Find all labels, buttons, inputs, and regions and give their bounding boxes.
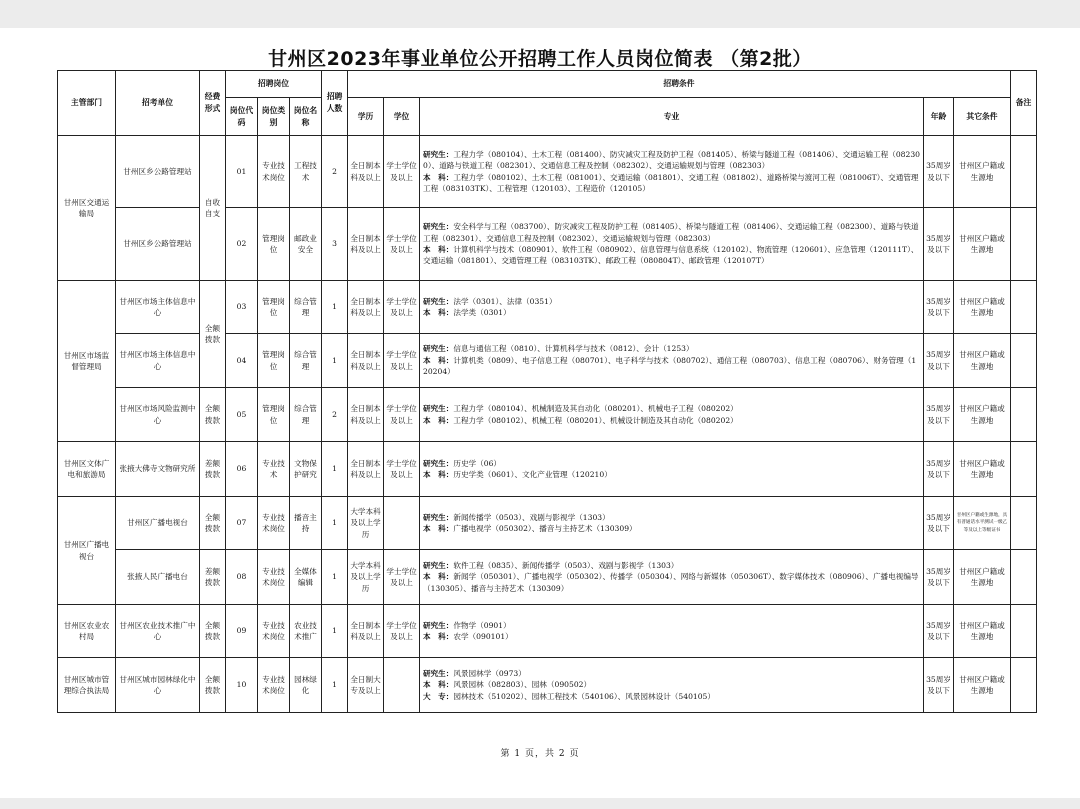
unit-cell: 甘州区乡公路管理站	[116, 208, 200, 281]
table-row	[58, 136, 1037, 208]
other-cell: 甘州区户籍或生源地	[954, 208, 1011, 281]
remark-cell	[1011, 208, 1037, 281]
remark-cell	[1011, 550, 1037, 605]
post-code-cell: 02	[226, 208, 258, 281]
post-code-cell: 08	[226, 550, 258, 605]
post-type-cell: 管理岗位	[258, 334, 290, 388]
major-line	[423, 355, 921, 378]
post-name-cell: 邮政业安全	[290, 208, 322, 281]
post-type-cell: 专业技术岗位	[258, 497, 290, 550]
major-list: 作物学（0901）	[453, 620, 511, 630]
major-cell	[420, 550, 924, 605]
post-code-cell: 07	[226, 497, 258, 550]
degree-cell: 学士学位及以上	[384, 136, 420, 208]
major-line	[423, 691, 921, 702]
remark-cell	[1011, 442, 1037, 497]
funding-cell: 全额拨款	[200, 497, 226, 550]
major-list: 计算机类（0809）、电子信息工程（080701）、电子科学与技术（080702）、通信工程（080703）、信息工程（080706）、财务管理（120204）	[423, 355, 917, 377]
major-line	[423, 403, 921, 414]
count-cell: 1	[322, 497, 348, 550]
major-line	[423, 149, 921, 172]
header-age: 年龄	[924, 98, 954, 136]
other-cell: 甘州区户籍或生源地	[954, 658, 1011, 713]
major-cell	[420, 605, 924, 658]
degree-cell: 学士学位及以上	[384, 442, 420, 497]
major-list: 工程力学（080102）、机械工程（080201）、机械设计制造及其自动化（080202）	[453, 415, 738, 425]
major-line	[423, 679, 921, 690]
major-level-label: 本 科：	[423, 524, 454, 533]
major-level-label: 研究生：	[423, 149, 454, 159]
major-cell	[420, 281, 924, 334]
post-name-cell: 园林绿化	[290, 658, 322, 713]
major-cell	[420, 388, 924, 442]
major-level-label: 研究生：	[423, 222, 454, 232]
major-level-label: 研究生：	[423, 404, 454, 414]
post-name-cell: 播音主持	[290, 497, 322, 550]
dept-cell: 甘州区文体广电和旅游局	[58, 442, 116, 497]
degree-cell: 学士学位及以上	[384, 208, 420, 281]
major-level-label: 研究生：	[423, 560, 454, 570]
count-cell: 1	[322, 658, 348, 713]
age-cell: 35周岁及以下	[924, 136, 954, 208]
edu-cell: 全日制本科及以上	[348, 208, 384, 281]
major-line	[423, 307, 921, 318]
major-level-label: 本 科：	[423, 355, 454, 365]
table-row	[58, 281, 1037, 334]
page-title: 甘州区2023年事业单位公开招聘工作人员岗位简表 （第2批）	[268, 48, 812, 70]
age-cell: 35周岁及以下	[924, 442, 954, 497]
post-type-cell: 专业技术岗位	[258, 136, 290, 208]
unit-cell: 张掖大佛寺文物研究所	[116, 442, 200, 497]
degree-cell: 学士学位及以上	[384, 388, 420, 442]
major-line	[423, 458, 921, 469]
remark-cell	[1011, 658, 1037, 713]
major-level-label: 本 科：	[423, 572, 454, 582]
major-list: 新闻传播学（0503）、戏剧与影视学（1303）	[453, 512, 610, 522]
major-line	[423, 512, 921, 523]
major-level-label: 本 科：	[423, 172, 454, 182]
edu-cell: 全日制本科及以上	[348, 334, 384, 388]
degree-cell	[384, 658, 420, 713]
major-line	[423, 221, 921, 244]
age-cell: 35周岁及以下	[924, 334, 954, 388]
header-cond-group: 招聘条件	[348, 71, 1011, 98]
other-cell: 甘州区户籍或生源地	[954, 388, 1011, 442]
funding-cell: 全额拨款	[200, 658, 226, 713]
major-list: 法学类（0301）	[453, 308, 511, 317]
header-other: 其它条件	[954, 98, 1011, 136]
major-level-label: 本 科：	[423, 415, 454, 425]
major-line	[423, 415, 921, 426]
post-name-cell: 工程技术	[290, 136, 322, 208]
edu-cell: 全日制本科及以上	[348, 388, 384, 442]
other-cell: 甘州区户籍或生源地	[954, 136, 1011, 208]
remark-cell	[1011, 497, 1037, 550]
other-cell: 甘州区户籍或生源地	[954, 550, 1011, 605]
major-line	[423, 469, 921, 480]
major-list: 农学（090101）	[453, 632, 513, 641]
other-cell: 甘州区户籍或生源地	[954, 605, 1011, 658]
major-level-label: 研究生：	[423, 512, 454, 522]
count-cell: 1	[322, 605, 348, 658]
major-level-label: 研究生：	[423, 620, 454, 630]
age-cell: 35周岁及以下	[924, 550, 954, 605]
unit-cell: 张掖人民广播电台	[116, 550, 200, 605]
post-code-cell: 01	[226, 136, 258, 208]
post-code-cell: 05	[226, 388, 258, 442]
count-cell: 3	[322, 208, 348, 281]
major-list: 安全科学与工程（083700）、防灾减灾工程及防护工程（081405）、桥梁与隧道工程（081406）、交通运输工程（082300）、道路与铁道工程（082301）、交通信息工程及控制（082302）、交通运输规划与管理（082303）	[423, 222, 919, 243]
major-level-label: 本 科：	[423, 632, 454, 641]
unit-cell: 甘州区市场风险监测中心	[116, 388, 200, 442]
major-level-label: 研究生：	[423, 458, 454, 468]
unit-cell: 甘州区农业技术推广中心	[116, 605, 200, 658]
major-list: 历史学（06）	[453, 458, 502, 468]
degree-cell: 学士学位及以上	[384, 334, 420, 388]
post-type-cell: 专业技术岗位	[258, 605, 290, 658]
remark-cell	[1011, 281, 1037, 334]
major-level-label: 研究生：	[423, 344, 454, 354]
age-cell: 35周岁及以下	[924, 281, 954, 334]
post-type-cell: 专业技术岗位	[258, 550, 290, 605]
major-line	[423, 631, 921, 642]
age-cell: 35周岁及以下	[924, 497, 954, 550]
major-list: 园林技术（510202）、园林工程技术（540106）、风景园林设计（540105）	[453, 691, 715, 701]
major-list: 风景园林（082803）、园林（090502）	[453, 680, 592, 690]
major-line	[423, 620, 921, 631]
post-type-cell: 管理岗位	[258, 388, 290, 442]
major-cell	[420, 658, 924, 713]
edu-cell: 全日制本科及以上	[348, 442, 384, 497]
other-cell: 甘州区户籍或生源地	[954, 281, 1011, 334]
count-cell: 1	[322, 334, 348, 388]
major-line	[423, 296, 921, 307]
remark-cell	[1011, 605, 1037, 658]
remark-cell	[1011, 136, 1037, 208]
funding-cell: 全额拨款	[200, 281, 226, 388]
funding-cell: 全额拨款	[200, 388, 226, 442]
degree-cell: 学士学位及以上	[384, 605, 420, 658]
post-code-cell: 03	[226, 281, 258, 334]
major-list: 工程力学（080102）、土木工程（081001）、交通运输（081801）、交通工程（081802）、道路桥梁与渡河工程（081006T）、交通管理工程（083103TK）、工程管理（120103）、工程造价（120105）	[423, 172, 919, 193]
age-cell: 35周岁及以下	[924, 605, 954, 658]
edu-cell: 全日制本科及以上	[348, 136, 384, 208]
table-row	[58, 658, 1037, 713]
degree-cell	[384, 497, 420, 550]
major-level-label: 本 科：	[423, 470, 454, 479]
major-cell	[420, 208, 924, 281]
dept-cell: 甘州区农业农村局	[58, 605, 116, 658]
post-name-cell: 农业技术推广	[290, 605, 322, 658]
header-post-group: 招聘岗位	[226, 71, 322, 98]
major-level-label: 本 科：	[423, 308, 454, 317]
major-list: 新闻学（050301）、广播电视学（050302）、传播学（050304）、网络与新媒体（050306T）、数字媒体技术（080906）、广播电视编导（130305）、播音与主持艺术（130309）	[423, 572, 919, 593]
header-post-code: 岗位代码	[226, 98, 258, 136]
post-code-cell: 10	[226, 658, 258, 713]
degree-cell: 学士学位及以上	[384, 281, 420, 334]
post-type-cell: 专业技术岗位	[258, 658, 290, 713]
count-cell: 2	[322, 388, 348, 442]
header-post-name: 岗位名称	[290, 98, 322, 136]
post-name-cell: 综合管理	[290, 388, 322, 442]
major-line	[423, 523, 921, 534]
other-cell: 甘州区户籍或生源地，具有普通话水平测试一级乙等及以上等级证书	[954, 497, 1011, 550]
major-list: 工程力学（080104）、机械制造及其自动化（080201）、机械电子工程（080202）	[453, 404, 738, 414]
remark-cell	[1011, 388, 1037, 442]
major-level-label: 本 科：	[423, 245, 454, 254]
major-list: 软件工程（0835）、新闻传播学（0503）、戏剧与影视学（1303）	[453, 560, 679, 570]
post-name-cell: 综合管理	[290, 281, 322, 334]
table-row	[58, 550, 1037, 605]
funding-cell: 自收自支	[200, 136, 226, 281]
unit-cell: 甘州区乡公路管理站	[116, 136, 200, 208]
major-cell	[420, 334, 924, 388]
degree-cell: 学士学位及以上	[384, 550, 420, 605]
post-type-cell: 专业技术	[258, 442, 290, 497]
major-line	[423, 172, 921, 195]
header-remark: 备注	[1011, 71, 1037, 136]
header-funding: 经费形式	[200, 71, 226, 136]
unit-cell: 甘州区广播电视台	[116, 497, 200, 550]
major-list: 历史学类（0601）、文化产业管理（120210）	[453, 470, 612, 479]
dept-cell: 甘州区市场监督管理局	[58, 281, 116, 442]
dept-cell: 甘州区广播电视台	[58, 497, 116, 605]
post-code-cell: 06	[226, 442, 258, 497]
post-name-cell: 文物保护研究	[290, 442, 322, 497]
remark-cell	[1011, 334, 1037, 388]
table-row	[58, 605, 1037, 658]
major-level-label: 研究生：	[423, 296, 454, 306]
table-row	[58, 388, 1037, 442]
header-edu: 学历	[348, 98, 384, 136]
major-level-label: 大 专：	[423, 691, 454, 701]
major-cell	[420, 136, 924, 208]
major-level-label: 研究生：	[423, 668, 454, 678]
post-type-cell: 管理岗位	[258, 208, 290, 281]
major-level-label: 本 科：	[423, 680, 454, 690]
header-dept: 主管部门	[58, 71, 116, 136]
post-code-cell: 04	[226, 334, 258, 388]
major-list: 工程力学（080104）、土木工程（081400）、防灾减灾工程及防护工程（081405）、桥梁与隧道工程（081406）、交通运输工程（082300）、道路与铁道工程（082301）、交通信息工程及控制（082302）、交通运输规划与管理（082303）	[423, 149, 920, 171]
header-unit: 招考单位	[116, 71, 200, 136]
edu-cell: 全日制本科及以上	[348, 605, 384, 658]
post-code-cell: 09	[226, 605, 258, 658]
unit-cell: 甘州区市场主体信息中心	[116, 334, 200, 388]
major-line	[423, 668, 921, 679]
post-name-cell: 全媒体编辑	[290, 550, 322, 605]
post-name-cell: 综合管理	[290, 334, 322, 388]
other-cell: 甘州区户籍或生源地	[954, 442, 1011, 497]
major-line	[423, 343, 921, 354]
major-cell	[420, 497, 924, 550]
age-cell: 35周岁及以下	[924, 208, 954, 281]
count-cell: 1	[322, 442, 348, 497]
major-list: 计算机科学与技术（080901）、软件工程（080902）、信息管理与信息系统（120102）、物流管理（120601）、应急管理（120111T）、交通运输（081801）、交通管理工程（083103TK）、邮政工程（080804T）、邮政管理（120107T）	[423, 245, 919, 266]
major-line	[423, 571, 921, 594]
unit-cell: 甘州区城市园林绿化中心	[116, 658, 200, 713]
major-list: 法学（0301）、法律（0351）	[453, 296, 557, 306]
edu-cell: 全日制本科及以上	[348, 281, 384, 334]
page-footer: 第 1 页，共 2 页	[500, 749, 580, 759]
age-cell: 35周岁及以下	[924, 388, 954, 442]
edu-cell: 大学本科及以上学历	[348, 550, 384, 605]
major-list: 信息与通信工程（0810）、计算机科学与技术（0812）、会计（1253）	[453, 344, 694, 354]
post-type-cell: 管理岗位	[258, 281, 290, 334]
major-list: 风景园林学（0973）	[453, 668, 526, 678]
funding-cell: 差额拨款	[200, 550, 226, 605]
funding-cell: 全额拨款	[200, 605, 226, 658]
header-count: 招聘人数	[322, 71, 348, 136]
recruitment-table	[57, 70, 1037, 713]
dept-cell: 甘州区城市管理综合执法局	[58, 658, 116, 713]
other-cell: 甘州区户籍或生源地	[954, 334, 1011, 388]
table-row	[58, 497, 1037, 550]
table-row	[58, 442, 1037, 497]
header-degree: 学位	[384, 98, 420, 136]
unit-cell: 甘州区市场主体信息中心	[116, 281, 200, 334]
count-cell: 1	[322, 550, 348, 605]
major-line	[423, 244, 921, 267]
major-cell	[420, 442, 924, 497]
dept-cell: 甘州区交通运输局	[58, 136, 116, 281]
funding-cell: 差额拨款	[200, 442, 226, 497]
header-post-type: 岗位类别	[258, 98, 290, 136]
edu-cell: 全日制大专及以上	[348, 658, 384, 713]
count-cell: 2	[322, 136, 348, 208]
major-line	[423, 560, 921, 571]
edu-cell: 大学本科及以上学历	[348, 497, 384, 550]
header-major: 专业	[420, 98, 924, 136]
count-cell: 1	[322, 281, 348, 334]
age-cell: 35周岁及以下	[924, 658, 954, 713]
major-list: 广播电视学（050302）、播音与主持艺术（130309）	[453, 524, 637, 533]
